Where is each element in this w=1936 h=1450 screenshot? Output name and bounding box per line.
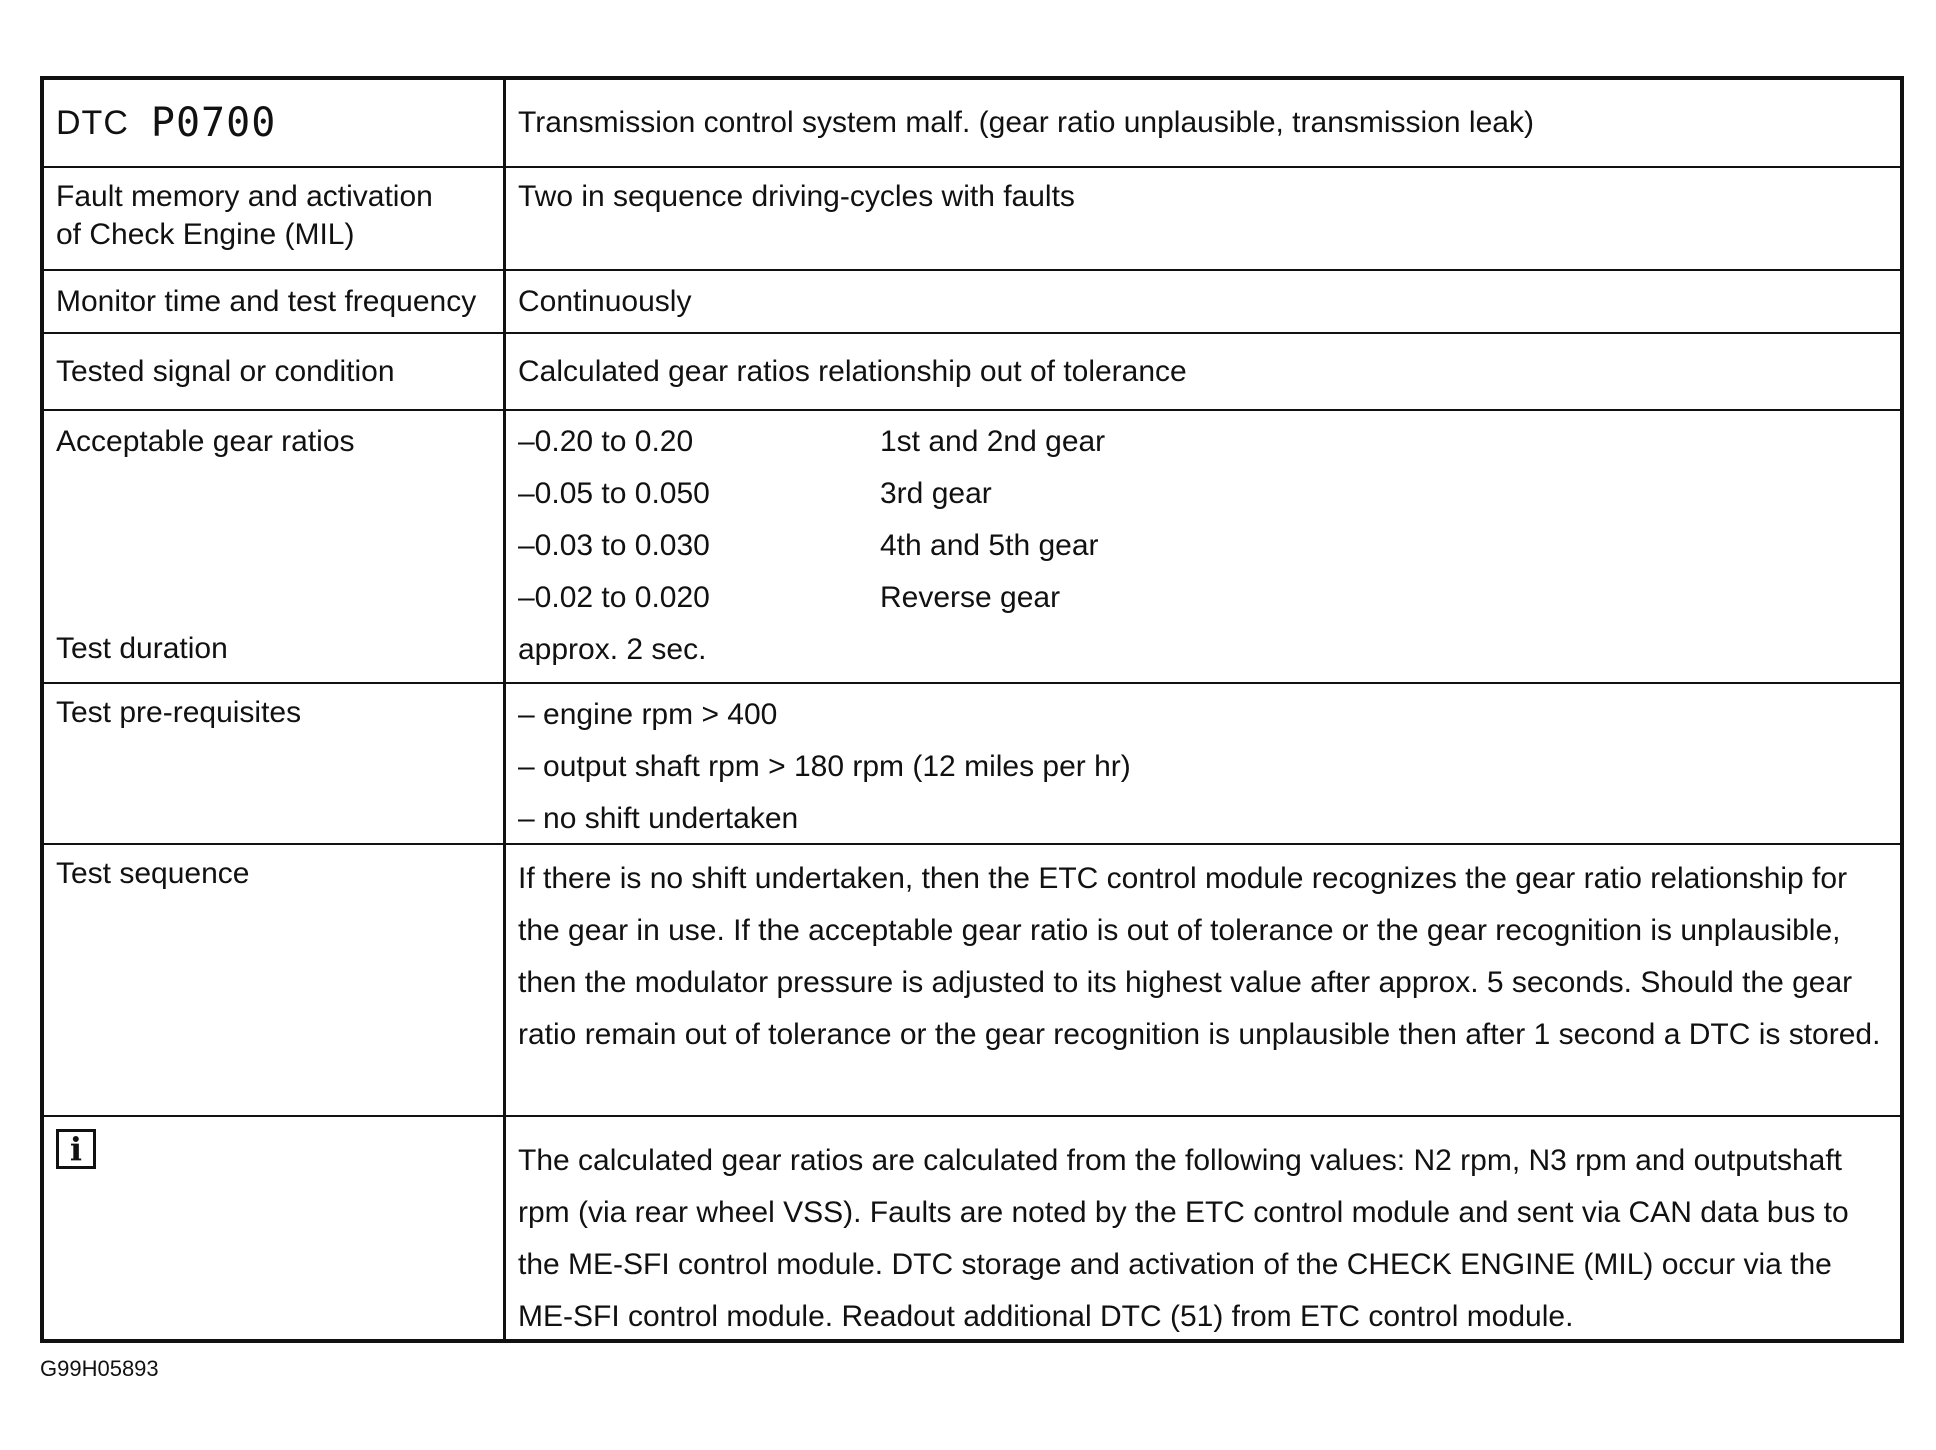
row-test-sequence	[44, 845, 1900, 1117]
row-dtc	[44, 80, 1900, 168]
dtc-header-cell	[44, 80, 506, 166]
row-prerequisites	[44, 684, 1900, 845]
row-fault-memory	[44, 168, 1900, 271]
gear-ratio-range: –0.02 to 0.020	[518, 581, 710, 614]
test-sequence-label: Test sequence	[44, 845, 506, 1115]
gear-ratio-row	[518, 527, 1890, 579]
fault-memory-value: Two in sequence driving-cycles with faults	[518, 180, 1075, 213]
fault-memory-label	[44, 168, 506, 269]
fault-memory-label-line1: Fault memory and activation	[56, 180, 433, 213]
prerequisites-list	[506, 684, 1900, 843]
prerequisite-item: – no shift undertaken	[518, 802, 799, 835]
test-duration-value: approx. 2 sec.	[518, 633, 707, 666]
gear-ratio-range: –0.03 to 0.030	[518, 529, 710, 562]
gear-ratio-gear: Reverse gear	[880, 581, 1061, 614]
gear-ratios-values	[506, 411, 1900, 682]
dtc-description: Transmission control system malf. (gear ratio unplausible, transmission leak)	[518, 106, 1534, 139]
tested-signal-value: Calculated gear ratios relationship out of tolerance	[518, 354, 1187, 388]
prerequisite-item: – output shaft rpm > 180 rpm (12 miles per hr)	[518, 750, 1131, 783]
test-sequence-text: If there is no shift undertaken, then the ETC control module recognizes the gear ratio relationship for the gear in use. If the acceptable gear ratio is out of tolerance or the gear recognition is unplausible, then the modulator pressure is adjusted to its highest value after approx. 5 seconds. Should the gear ratio remain out of tolerance or the gear recognition is unplausible then after 1 second a DTC is stored.	[518, 862, 1881, 1051]
tested-signal-label: Tested signal or condition	[44, 334, 506, 409]
row-monitor-time	[44, 271, 1900, 334]
gear-ratios-label-cell	[44, 411, 506, 682]
gear-ratio-gear: 3rd gear	[880, 477, 992, 510]
gear-ratio-row	[518, 579, 1890, 631]
monitor-time-label: Monitor time and test frequency	[44, 271, 506, 332]
prerequisite-item: – engine rpm > 400	[518, 698, 778, 731]
row-tested-signal	[44, 334, 1900, 411]
test-duration-label: Test duration	[56, 632, 228, 665]
dtc-label: DTC	[56, 104, 129, 142]
info-icon-cell	[44, 1117, 506, 1339]
monitor-time-value: Continuously	[518, 284, 692, 318]
gear-ratio-range: –0.20 to 0.20	[518, 425, 694, 458]
gear-ratio-range: –0.05 to 0.050	[518, 477, 710, 510]
gear-ratios-label: Acceptable gear ratios	[56, 425, 355, 458]
row-gear-ratios	[44, 411, 1900, 684]
gear-ratio-row	[518, 475, 1890, 527]
gear-ratio-gear: 1st and 2nd gear	[880, 425, 1106, 458]
prerequisites-label: Test pre-requisites	[44, 684, 506, 843]
info-text: The calculated gear ratios are calculated from the following values: N2 rpm, N3 rpm and outputshaft rpm (via rear wheel VSS). Faults are noted by the ETC control module and sent via CAN data bus to the ME-SFI control module. DTC storage and activation of the CHECK ENGINE (MIL) occur via the ME-SFI control module. Readout additional DTC (51) from ETC control module.	[518, 1144, 1849, 1333]
info-icon: i	[56, 1129, 96, 1169]
dtc-code: P0700	[150, 100, 277, 146]
dtc-table	[40, 76, 1904, 1343]
fault-memory-label-line2: of Check Engine (MIL)	[56, 218, 355, 251]
gear-ratio-row	[518, 423, 1890, 475]
gear-ratio-gear: 4th and 5th gear	[880, 529, 1099, 562]
figure-id: G99H05893	[40, 1356, 159, 1381]
row-info	[44, 1117, 1900, 1339]
